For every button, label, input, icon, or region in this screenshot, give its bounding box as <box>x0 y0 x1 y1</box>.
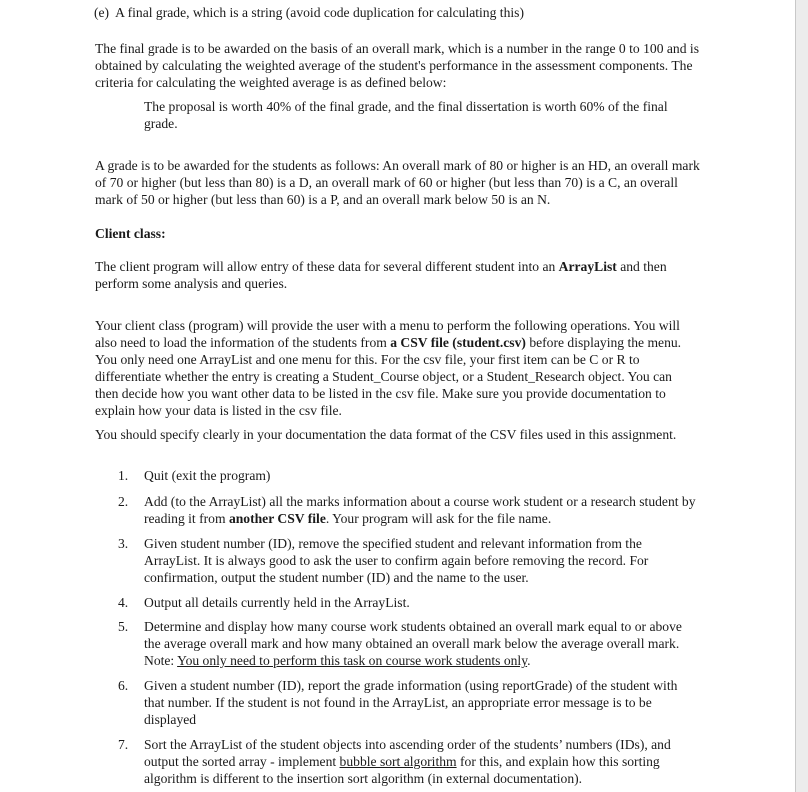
client-paragraph-bold: ArrayList <box>558 259 617 274</box>
list-item-text-after: . Your program will ask for the file name. <box>325 511 552 526</box>
list-item-text-before: Sort the ArrayList of the student objects into ascending order of the students’ numbers (IDs), and output the sorted array - implement <box>144 737 671 769</box>
list-item-text: Output all details currently held in the ArrayList. <box>144 595 410 610</box>
list-item-number: 4. <box>118 595 129 610</box>
list-item-text: Given student number (ID), remove the specified student and relevant information from the ArrayList. It is always good to ask the user to confirm again before removing the record. For confirmation, output the student number (ID) and the name to the user. <box>144 536 649 585</box>
list-item-number: 7. <box>118 737 129 752</box>
list-item-text-underline: bubble sort algorithm <box>339 754 457 769</box>
menu-paragraph-bold: a CSV file (student.csv) <box>390 335 526 350</box>
csv-paragraph: You should specify clearly in your documentation the data format of the CSV files used in this assignment. <box>95 427 677 442</box>
window-scroll-edge[interactable] <box>795 0 808 792</box>
client-paragraph-after: and then perform some analysis and queries. <box>95 259 667 291</box>
list-item-text-after: for this, and explain how this sorting algorithm is different to the insertion sort algorithm (in external documentation). <box>144 754 660 786</box>
client-paragraph <box>95 258 695 292</box>
list-item-text-bold: another CSV file <box>228 511 326 526</box>
list-item-text-before: Determine and display how many course work students obtained an overall mark equal to or above the average overall mark and how many obtained an overall mark below the average overall mark. Note: <box>144 619 682 668</box>
grade-bands-paragraph: A grade is to be awarded for the students as follows: An overall mark of 80 or higher is an HD, an overall mark of 70 or higher (but less than 80) is a D, an overall mark of 60 or higher (but less than 70) is a C, an overall mark of 50 or higher (but less than 60) is a P, and an overall mark below 50 is an N. <box>95 158 700 207</box>
list-item-text <box>144 493 696 527</box>
list-item-text <box>144 618 696 669</box>
part-e-text: A final grade, which is a string (avoid code duplication for calculating this) <box>115 5 524 20</box>
list-item-number: 3. <box>118 536 129 551</box>
list-item-number: 2. <box>118 494 129 509</box>
list-item-number: 1. <box>118 468 129 483</box>
part-e-label: (e) <box>94 5 110 20</box>
menu-paragraph-after: before displaying the menu. You only need one ArrayList and one menu for this. For the csv file, your first item can be C or R to differentiate whether the entry is creating a Student_Course object, or a Student_Research object. You can then decide how you want other data to be listed in the csv file. Make sure you provide documentation to explain how your data is listed in the csv file. <box>95 335 682 418</box>
part-e-line <box>94 4 714 21</box>
final-grade-paragraph: The final grade is to be awarded on the basis of an overall mark, which is a number in the range 0 to 100 and is obtained by calculating the weighted average of the student's performance in the assessment components. The criteria for calculating the weighted average is as defined below: <box>95 41 699 90</box>
weighting-paragraph: The proposal is worth 40% of the final grade, and the final dissertation is worth 60% of the final grade. <box>144 99 668 131</box>
client-paragraph-before: The client program will allow entry of these data for several different student into an <box>95 259 559 274</box>
menu-paragraph <box>95 317 691 419</box>
list-item-text-after: . <box>527 653 531 668</box>
list-item-text: Given a student number (ID), report the grade information (using reportGrade) of the student with that number. If the student is not found in the ArrayList, an appropriate error message is to be displayed <box>144 678 678 727</box>
list-item-text-underline: You only need to perform this task on course work students only <box>177 653 528 668</box>
list-item-text: Quit (exit the program) <box>144 468 271 483</box>
list-item-number: 6. <box>118 678 129 693</box>
client-class-heading: Client class: <box>95 226 166 241</box>
list-item-text-before: Add (to the ArrayList) all the marks information about a course work student or a research student by reading it from <box>144 494 696 526</box>
menu-paragraph-before: Your client class (program) will provide the user with a menu to perform the following operations. You will also need to load the information of the students from <box>95 318 680 350</box>
list-item-text <box>144 736 696 787</box>
list-item-number: 5. <box>118 619 129 634</box>
